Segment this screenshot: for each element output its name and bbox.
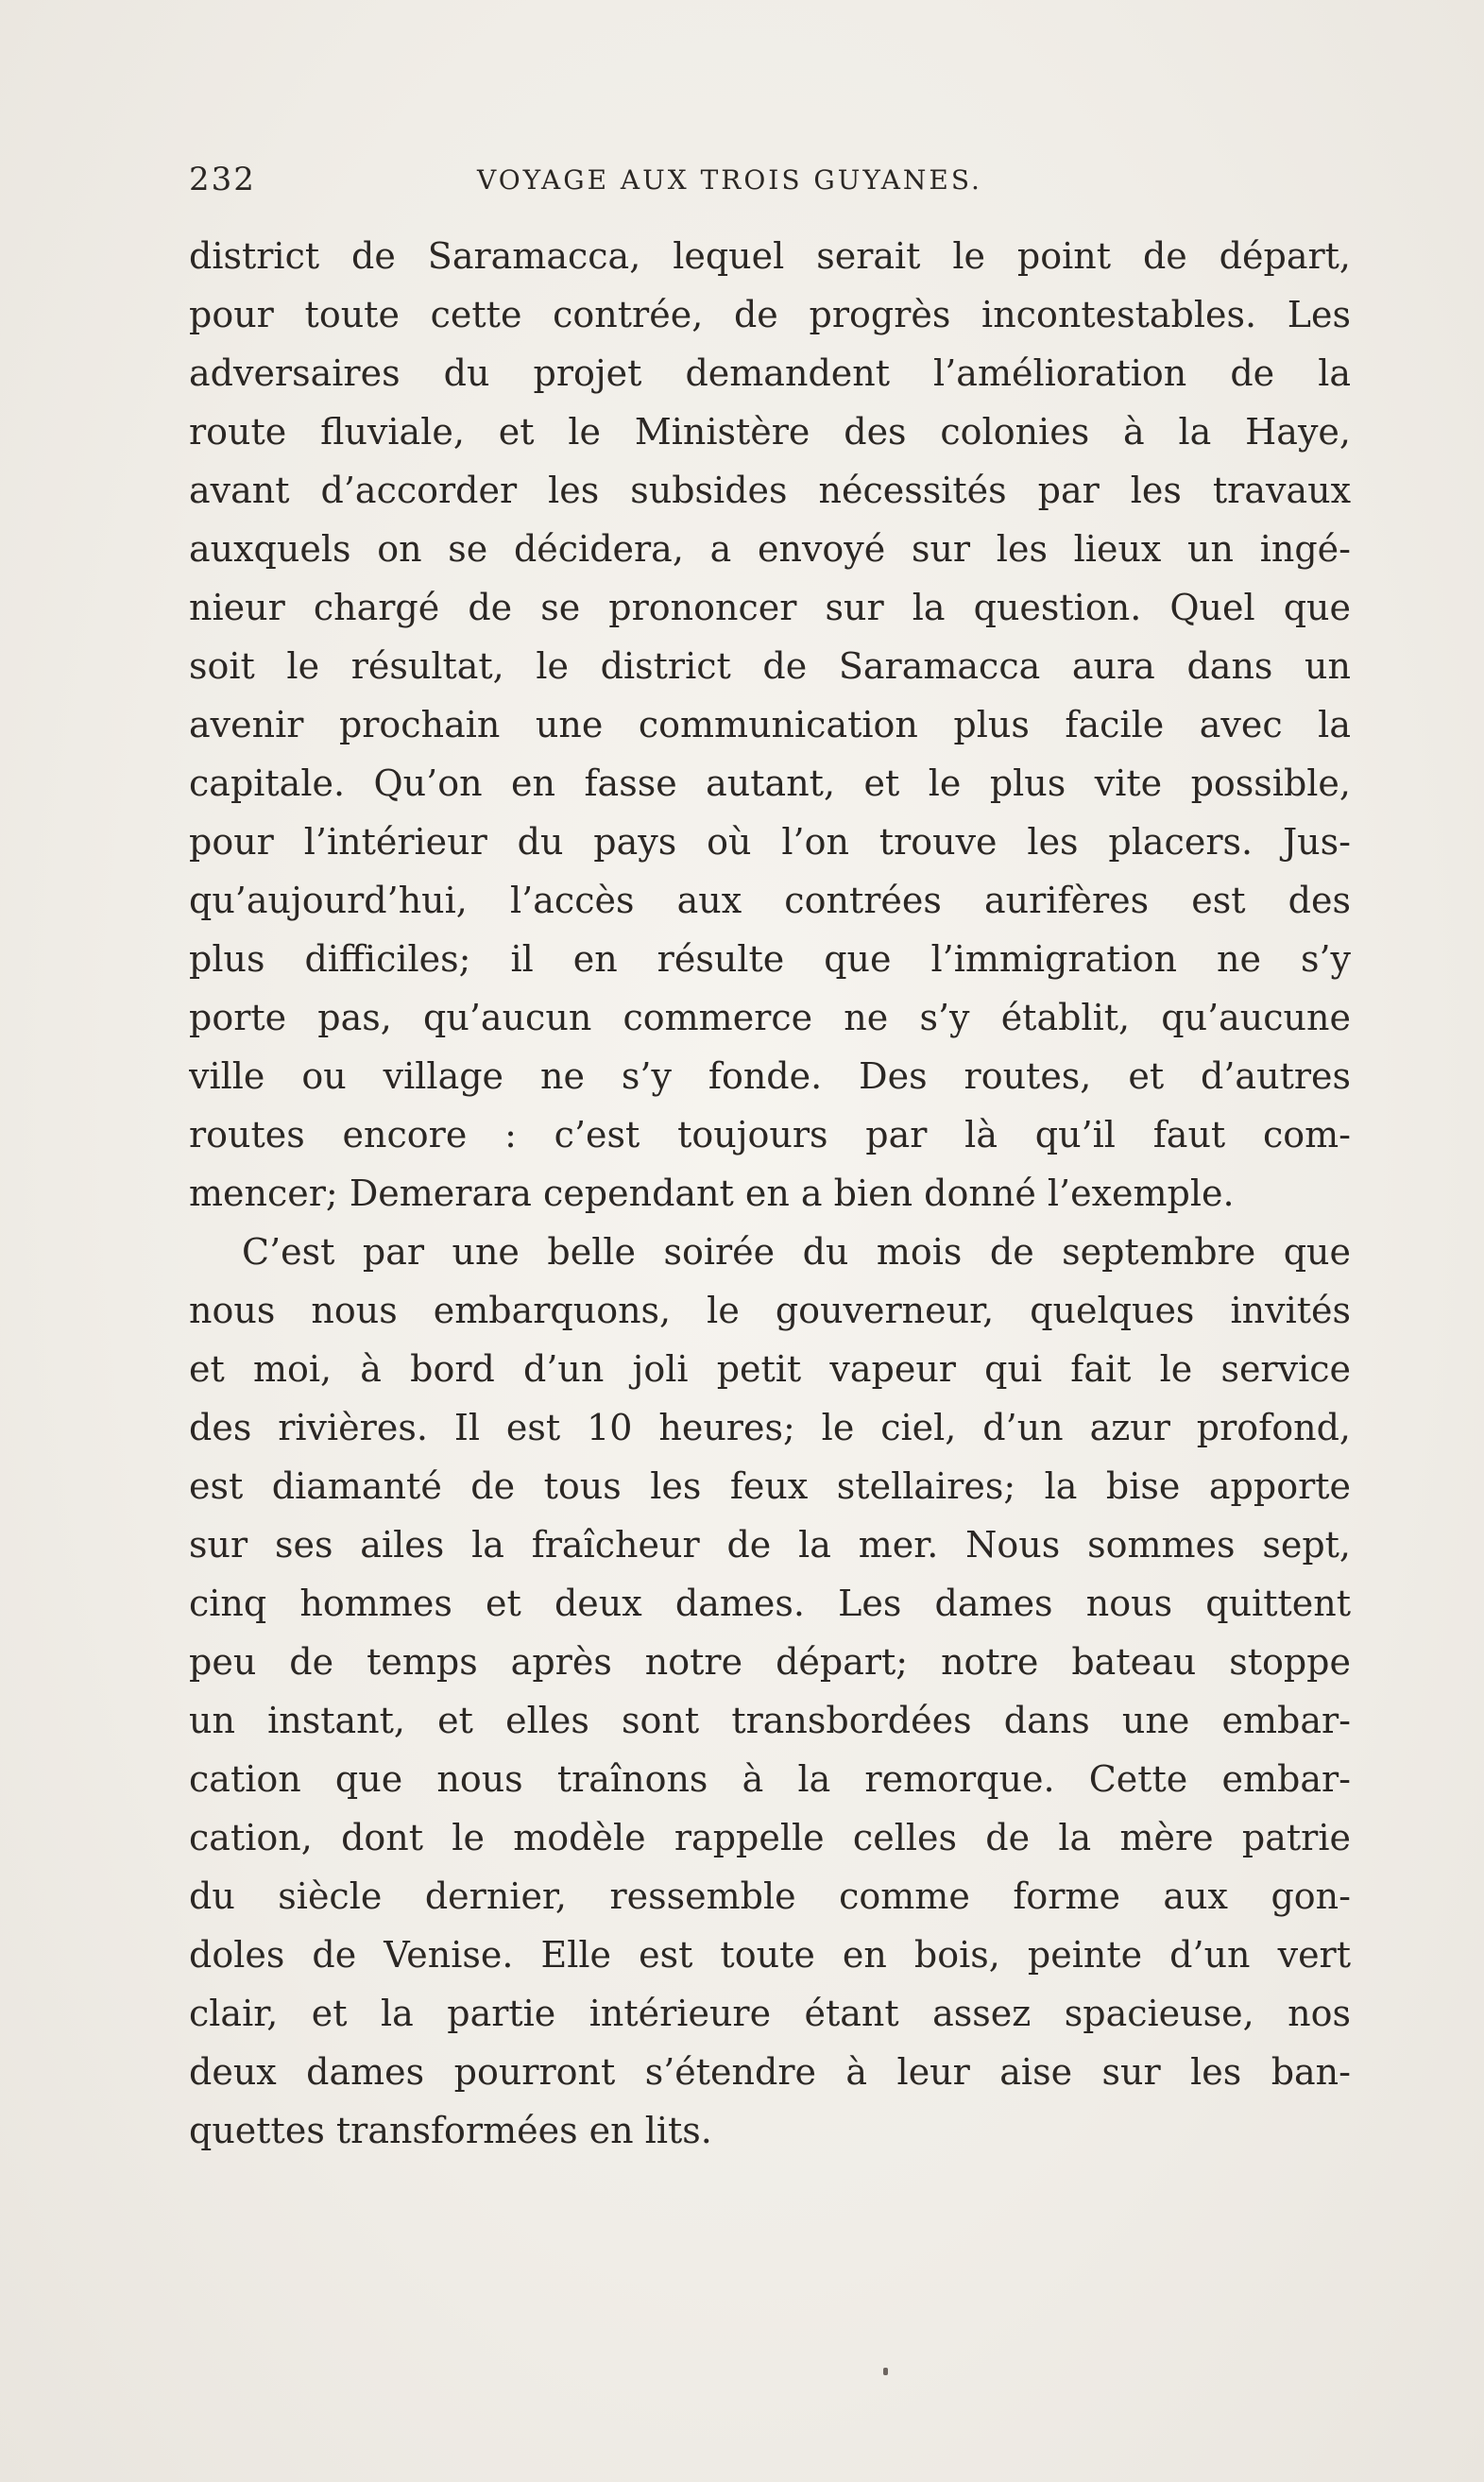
text-line: et moi, à bord d’un joli petit vapeur qui fait le service <box>189 1348 1351 1390</box>
text-line: routes encore : c’est toujours par là qu’il faut com- <box>189 1114 1351 1155</box>
text-line-paragraph-start: C’est par une belle soirée du mois de septembre que <box>242 1231 1351 1273</box>
text-line: ville ou village ne s’y fonde. Des routes, et d’autres <box>189 1055 1351 1097</box>
text-line: plus difficiles; il en résulte que l’immigration ne s’y <box>189 938 1351 980</box>
text-line: porte pas, qu’aucun commerce ne s’y établit, qu’aucune <box>189 997 1351 1038</box>
text-line-paragraph-end: quettes transformées en lits. <box>189 2110 712 2151</box>
text-line: auxquels on se décidera, a envoyé sur les lieux un ingé- <box>189 528 1351 570</box>
text-line-paragraph-end: mencer; Demerara cependant en a bien donné l’exemple. <box>189 1173 1235 1214</box>
text-line: nous nous embarquons, le gouverneur, quelques invités <box>189 1290 1351 1331</box>
text-line: pour toute cette contrée, de progrès incontestables. Les <box>189 294 1351 335</box>
text-line: peu de temps après notre départ; notre bateau stoppe <box>189 1641 1351 1683</box>
text-line: qu’aujourd’hui, l’accès aux contrées aurifères est des <box>189 880 1351 921</box>
text-line: capitale. Qu’on en fasse autant, et le plus vite possible, <box>189 762 1351 804</box>
text-line: sur ses ailes la fraîcheur de la mer. Nous sommes sept, <box>189 1524 1351 1566</box>
text-line: district de Saramacca, lequel serait le point de départ, <box>189 235 1351 277</box>
text-line: soit le résultat, le district de Saramacca aura dans un <box>189 645 1351 687</box>
page-header-title: VOYAGE AUX TROIS GUYANES. <box>477 164 982 196</box>
page-number: 232 <box>189 161 256 198</box>
text-line: cation, dont le modèle rappelle celles de la mère patrie <box>189 1817 1351 1858</box>
text-line: avenir prochain une communication plus facile avec la <box>189 704 1351 745</box>
running-head <box>189 161 1323 208</box>
text-line: nieur chargé de se prononcer sur la question. Quel que <box>189 587 1351 628</box>
text-line: deux dames pourront s’étendre à leur aise sur les ban- <box>189 2051 1351 2093</box>
text-line: clair, et la partie intérieure étant assez spacieuse, nos <box>189 1993 1351 2034</box>
text-line: avant d’accorder les subsides nécessités par les travaux <box>189 470 1351 511</box>
text-line: adversaires du projet demandent l’amélioration de la <box>189 352 1351 394</box>
text-line: des rivières. Il est 10 heures; le ciel, d’un azur profond, <box>189 1407 1351 1448</box>
text-line: est diamanté de tous les feux stellaires; la bise apporte <box>189 1465 1351 1507</box>
text-line: cinq hommes et deux dames. Les dames nous quittent <box>189 1583 1351 1624</box>
body-text <box>189 227 1351 2160</box>
text-line: pour l’intérieur du pays où l’on trouve les placers. Jus- <box>189 821 1351 863</box>
ink-speck <box>883 2368 888 2375</box>
text-line: route fluviale, et le Ministère des colonies à la Haye, <box>189 411 1351 453</box>
text-line: cation que nous traînons à la remorque. Cette embar- <box>189 1758 1351 1800</box>
text-line: du siècle dernier, ressemble comme forme aux gon- <box>189 1875 1351 1917</box>
text-line: un instant, et elles sont transbordées dans une embar- <box>189 1700 1351 1741</box>
text-line: doles de Venise. Elle est toute en bois, peinte d’un vert <box>189 1934 1351 1976</box>
